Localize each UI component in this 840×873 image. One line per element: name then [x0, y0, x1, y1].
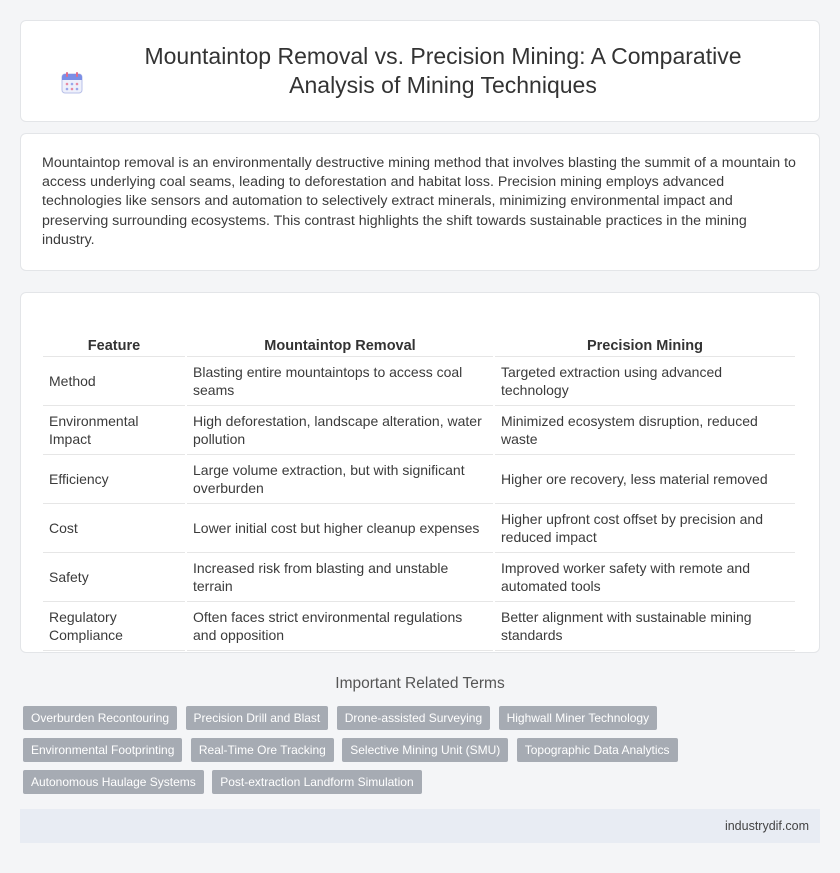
table-header-row	[43, 313, 795, 357]
feature-cell: Safety	[43, 553, 185, 602]
mountaintop-cell: High deforestation, landscape alteration, water pollution	[187, 406, 493, 455]
tag-selective-mining-unit[interactable]: Selective Mining Unit (SMU)	[342, 738, 508, 762]
tag-post-extraction-landform-simulation[interactable]: Post-extraction Landform Simulation	[212, 770, 421, 794]
intro-paragraph: Mountaintop removal is an environmentally destructive mining method that involves blasting the summit of a mountain to access underlying coal seams, leading to deforestation and habitat loss. Precision mining employs advanced technologies like sensors and automation to selectively extract minerals, minimizing environmental impact and preserving surrounding ecosystems. This contrast highlights the shift towards sustainable practices in the mining industry.	[42, 155, 796, 248]
header-feature: Feature	[43, 313, 185, 357]
precision-cell: Higher upfront cost offset by precision and reduced impact	[495, 504, 795, 553]
mountaintop-cell: Large volume extraction, but with significant overburden	[187, 455, 493, 504]
footer	[20, 809, 820, 843]
comparison-table-card	[20, 292, 820, 653]
intro-card	[20, 133, 820, 271]
table-row	[43, 504, 795, 553]
feature-cell: Regulatory Compliance	[43, 602, 185, 651]
title-card	[20, 20, 820, 122]
feature-cell: Efficiency	[43, 455, 185, 504]
mountaintop-cell: Blasting entire mountaintops to access coal seams	[187, 357, 493, 406]
table-row	[43, 455, 795, 504]
feature-cell: Method	[43, 357, 185, 406]
precision-cell: Improved worker safety with remote and automated tools	[495, 553, 795, 602]
mountaintop-cell: Lower initial cost but higher cleanup expenses	[187, 504, 493, 553]
feature-cell: Environmental Impact	[43, 406, 185, 455]
tag-overburden-recontouring[interactable]: Overburden Recontouring	[23, 706, 177, 730]
table-row	[43, 553, 795, 602]
table-row	[43, 602, 795, 651]
related-terms-tags	[23, 706, 823, 802]
table-row	[43, 406, 795, 455]
tag-drone-assisted-surveying[interactable]: Drone-assisted Surveying	[337, 706, 490, 730]
related-terms-title: Important Related Terms	[335, 675, 505, 692]
mountaintop-cell: Often faces strict environmental regulations and opposition	[187, 602, 493, 651]
precision-cell: Minimized ecosystem disruption, reduced waste	[495, 406, 795, 455]
tag-environmental-footprinting[interactable]: Environmental Footprinting	[23, 738, 182, 762]
tag-real-time-ore-tracking[interactable]: Real-Time Ore Tracking	[191, 738, 334, 762]
comparison-table	[41, 313, 797, 651]
page-title: Mountaintop Removal vs. Precision Mining: A Comparative Analysis of Mining Techniques	[144, 43, 742, 98]
feature-cell: Cost	[43, 504, 185, 553]
title-wrap	[60, 42, 780, 100]
tag-topographic-data-analytics[interactable]: Topographic Data Analytics	[517, 738, 678, 762]
footer-site-link[interactable]: industrydif.com	[724, 819, 809, 833]
precision-cell: Targeted extraction using advanced technology	[495, 357, 795, 406]
header-precision-mining: Precision Mining	[495, 313, 795, 357]
mountaintop-cell: Increased risk from blasting and unstable terrain	[187, 553, 493, 602]
tag-precision-drill-and-blast[interactable]: Precision Drill and Blast	[186, 706, 329, 730]
header-mountaintop-removal: Mountaintop Removal	[187, 313, 493, 357]
precision-cell: Higher ore recovery, less material removed	[495, 455, 795, 504]
tag-autonomous-haulage-systems[interactable]: Autonomous Haulage Systems	[23, 770, 204, 794]
precision-cell: Better alignment with sustainable mining standards	[495, 602, 795, 651]
tag-highwall-miner-technology[interactable]: Highwall Miner Technology	[499, 706, 658, 730]
calendar-icon	[60, 71, 84, 95]
table-row	[43, 357, 795, 406]
